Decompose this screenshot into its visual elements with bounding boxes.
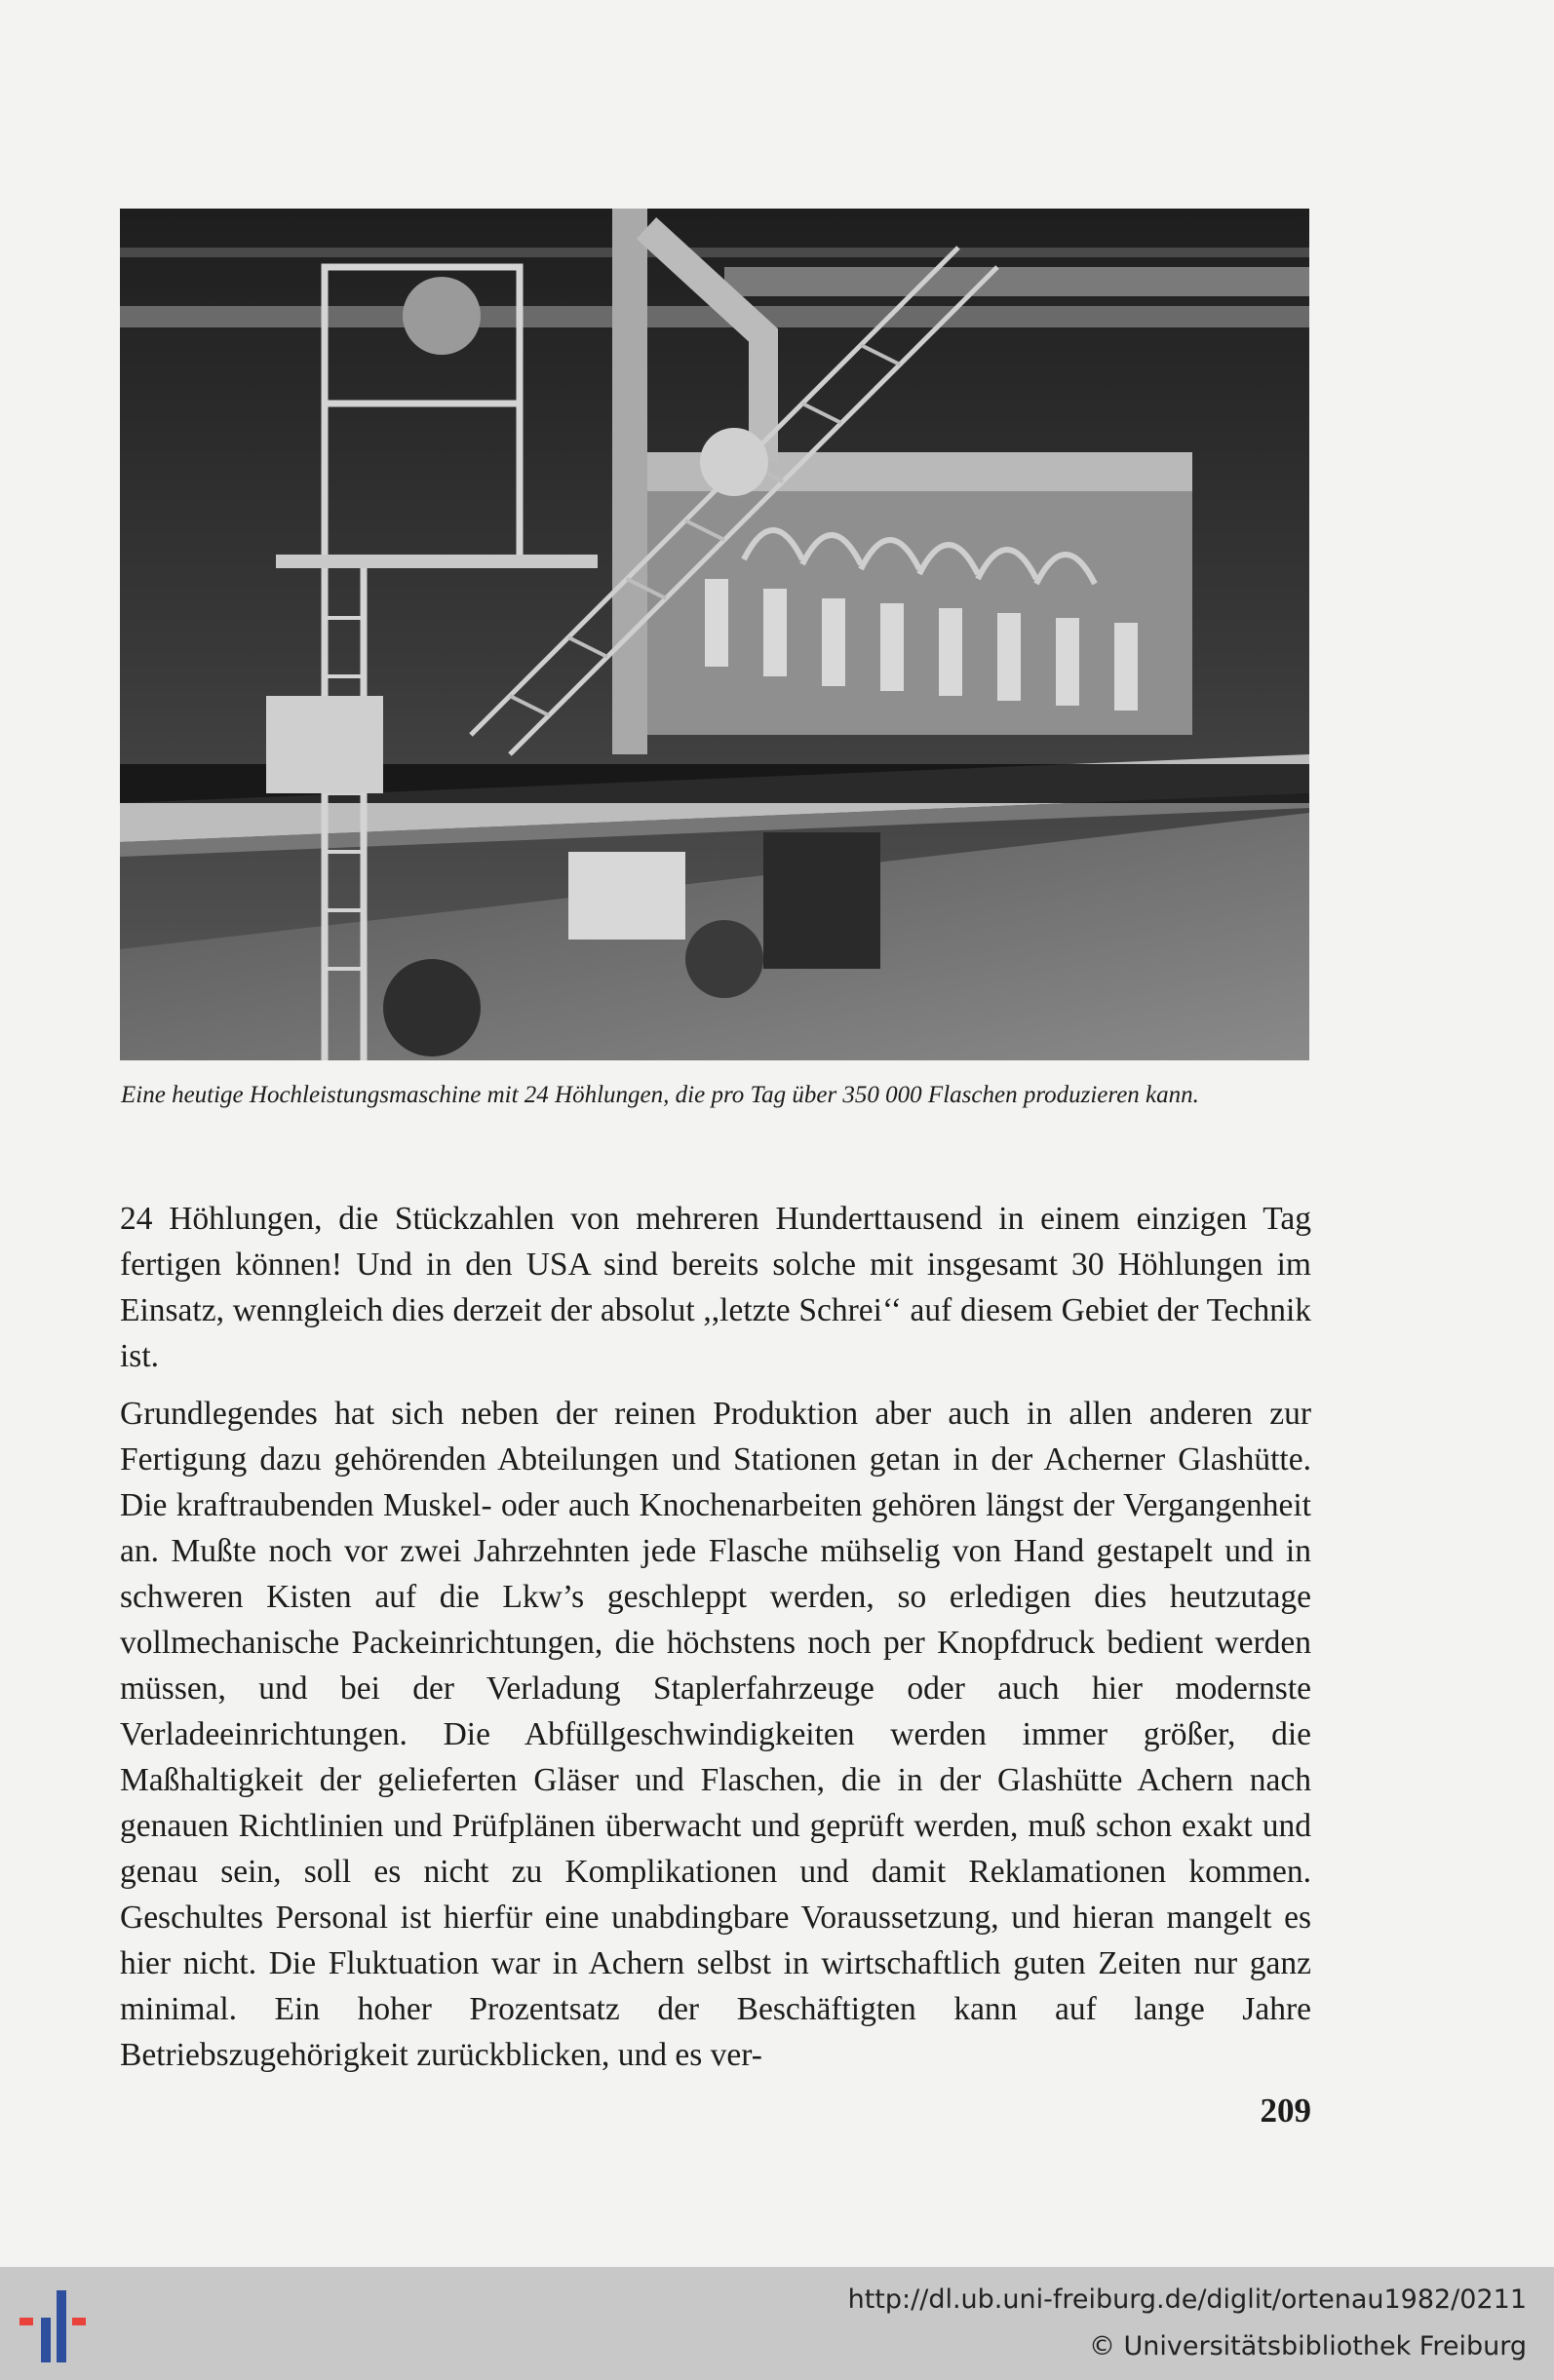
figure-caption: Eine heutige Hochleistungsmaschine mit 24 Höhlungen, die pro Tag über 350 000 Flaschen produzieren kann. <box>121 1082 1199 1108</box>
page-number: 209 <box>1260 2092 1311 2130</box>
footer-copyright: © Universitätsbibliothek Freiburg <box>1088 2331 1527 2361</box>
machine-photo <box>120 209 1309 1060</box>
body-paragraph-2: Grundlegendes hat sich neben der reinen Produktion aber auch in allen anderen zur Fertigung dazu gehörenden Abteilungen und Stationen getan in der Acherner Glashütte. Die kraftraubenden Muskel- oder auch Knochenarbeiten gehören längst der Vergangenheit an. Mußte noch vor zwei Jahrzehnten jede Flasche mühselig von Hand gestapelt und in schweren Kisten auf die Lkw’s geschleppt werden, so erledigen dies heutzutage vollmechanische Packeinrichtungen, die höchstens noch per Knopfdruck bedient werden müssen, und bei der Verladung Staplerfahrzeuge oder auch hier modernste Verladeeinrichtungen. Die Abfüllgeschwindigkeiten werden immer größer, die Maßhaltigkeit der gelieferten Gläser und Flaschen, die in der Glashütte Achern nach genauen Richtlinien und Prüfplänen überwacht und geprüft werden, muß schon exakt und genau sein, soll es nicht zu Komplikationen und damit Reklamationen kommen. Geschultes Personal ist hierfür eine unabdingbare Voraussetzung, und hieran mangelt es hier nicht. Die Fluktuation war in Achern selbst in wirtschaftlich guten Zeiten nur ganz minimal. Ein hoher Prozentsatz der Beschäftigten kann auf lange Jahre Betriebszugehörigkeit zurückblicken, und es ver- <box>120 1396 1311 2073</box>
machine-photo-graphic <box>120 209 1309 1060</box>
ub-freiburg-logo-icon <box>19 2284 97 2372</box>
footer-bar <box>0 2267 1554 2380</box>
footer-url-link[interactable]: http://dl.ub.uni-freiburg.de/diglit/ortenau1982/0211 <box>847 2284 1527 2315</box>
body-paragraph-1: 24 Höhlungen, die Stückzahlen von mehreren Hunderttausend in einem einzigen Tag fertigen können! Und in den USA sind bereits solche mit insgesamt 30 Höhlungen im Einsatz, wenngleich dies derzeit der absolut ,,letzte Schrei‘‘ auf diesem Gebiet der Technik ist. <box>120 1201 1311 1374</box>
